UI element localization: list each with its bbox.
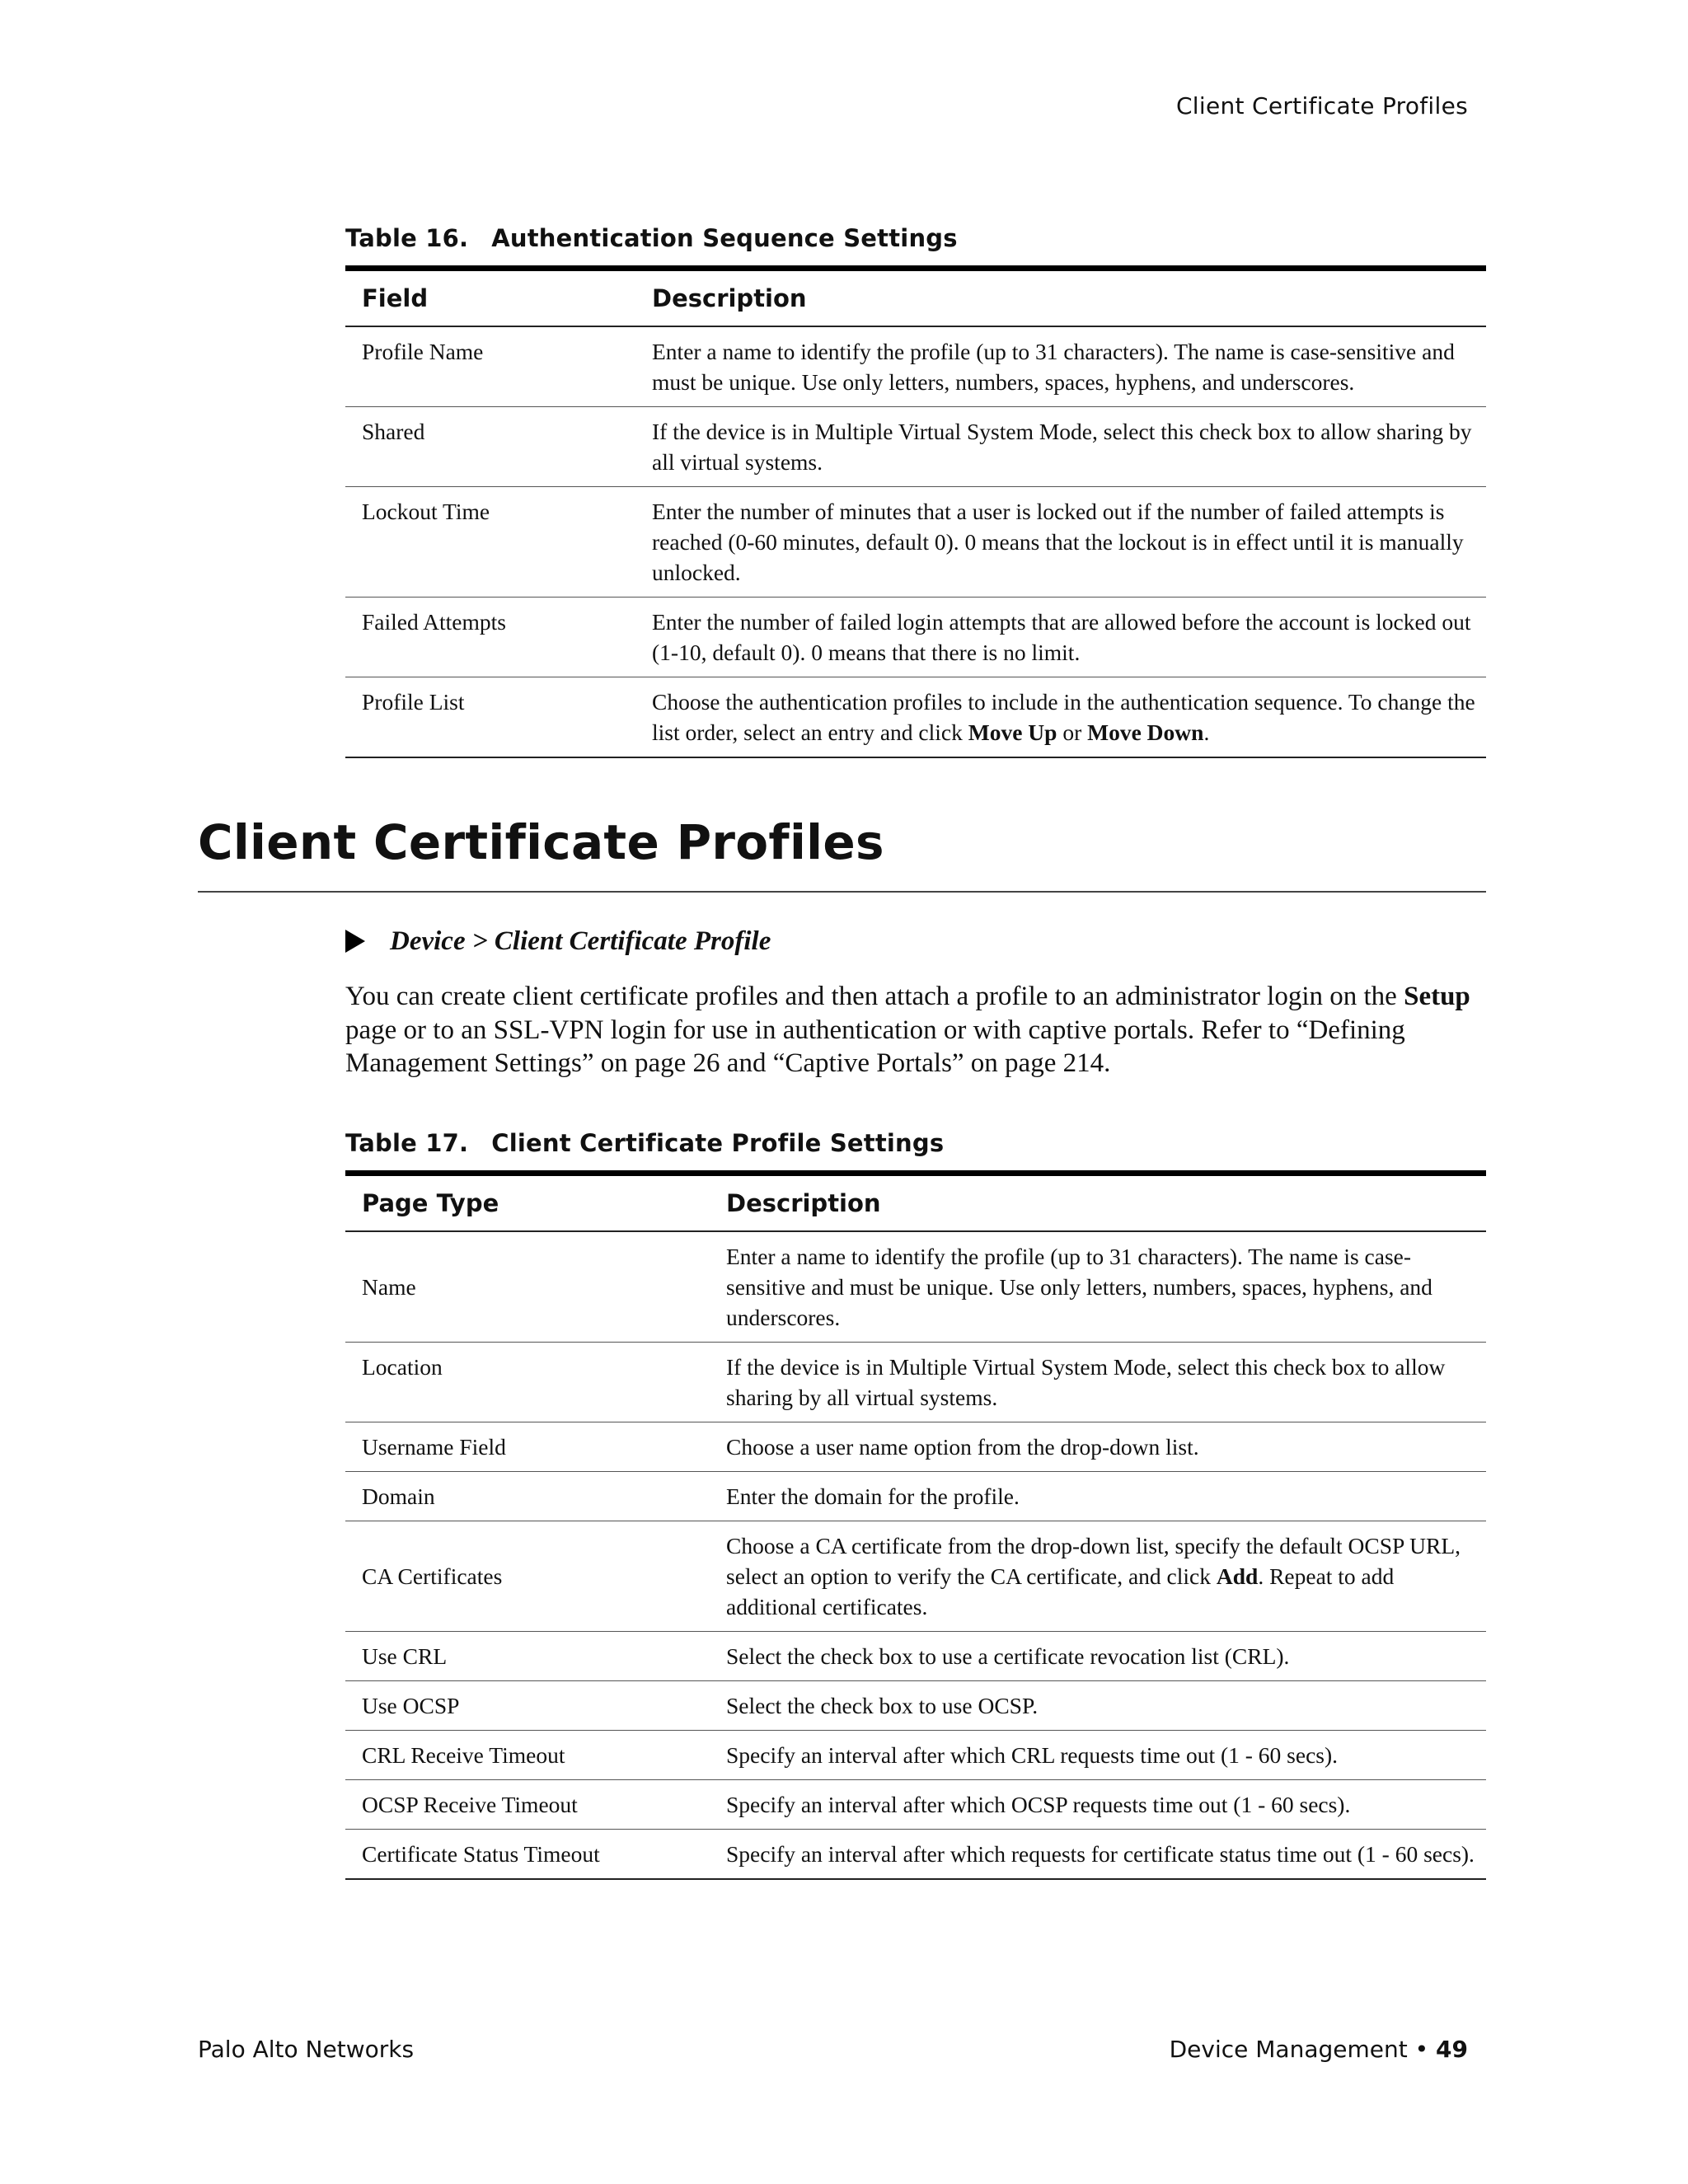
text-run: Enter the domain for the profile. bbox=[726, 1483, 1020, 1509]
field-name-cell: Use OCSP bbox=[345, 1681, 710, 1731]
text-run: Enter a name to identify the profile (up to 31 characters). The name is case-sensitive and must be unique. Use only letters, numbers, spaces, hyphens, and underscores. bbox=[726, 1244, 1432, 1330]
text-run: Enter the number of failed login attempts that are allowed before the account is locked out (1-10, default 0). 0 means that there is no limit. bbox=[652, 609, 1471, 665]
footer-page-number: 49 bbox=[1436, 2036, 1468, 2063]
description-cell bbox=[710, 1632, 1486, 1681]
description-cell bbox=[635, 598, 1486, 677]
field-name-cell: Profile List bbox=[345, 677, 635, 758]
bold-term: Add bbox=[1216, 1563, 1259, 1589]
bold-term: Move Up bbox=[968, 719, 1057, 745]
table-row bbox=[345, 326, 1486, 407]
field-name-cell: Failed Attempts bbox=[345, 598, 635, 677]
table-row bbox=[345, 1343, 1486, 1422]
field-name-cell: Profile Name bbox=[345, 326, 635, 407]
description-cell bbox=[635, 677, 1486, 758]
table16-caption bbox=[345, 224, 958, 252]
table-row bbox=[345, 1830, 1486, 1880]
text-run: Choose a CA certificate from the drop-down list, specify the default OCSP URL, select an option to verify the CA certificate, and click bbox=[726, 1533, 1461, 1589]
text-run: Choose the authentication profiles to include in the authentication sequence. To change the list order, select an entry and click bbox=[652, 689, 1475, 745]
triangle-bullet-icon bbox=[345, 930, 365, 953]
text-run: If the device is in Multiple Virtual System Mode, select this check box to allow sharing by all virtual systems. bbox=[726, 1354, 1446, 1410]
table16-number: Table 16. bbox=[345, 224, 469, 252]
field-name-cell: Use CRL bbox=[345, 1632, 710, 1681]
text-run: page or to an SSL-VPN login for use in authentication or with captive portals. Refer to “Defining Management Settings” on page 26 and “Captive Portals” on page 214. bbox=[345, 1015, 1405, 1078]
field-name-cell: OCSP Receive Timeout bbox=[345, 1780, 710, 1830]
table16-header-field: Field bbox=[345, 269, 635, 327]
text-run: Specify an interval after which CRL requests time out (1 - 60 secs). bbox=[726, 1742, 1339, 1768]
section-title: Client Certificate Profiles bbox=[198, 814, 884, 870]
section-divider bbox=[198, 891, 1486, 893]
text-run: Choose a user name option from the drop-down list. bbox=[726, 1434, 1199, 1460]
description-cell bbox=[710, 1731, 1486, 1780]
description-cell bbox=[710, 1422, 1486, 1472]
footer-page-info bbox=[1170, 2036, 1468, 2063]
table-row bbox=[345, 1681, 1486, 1731]
table-row bbox=[345, 487, 1486, 598]
table-row bbox=[345, 598, 1486, 677]
table-row bbox=[345, 677, 1486, 758]
table17-number: Table 17. bbox=[345, 1129, 469, 1157]
field-name-cell: Shared bbox=[345, 407, 635, 487]
footer-company: Palo Alto Networks bbox=[198, 2036, 415, 2063]
field-name-cell: Username Field bbox=[345, 1422, 710, 1472]
table17-header-description: Description bbox=[710, 1174, 1486, 1232]
table-row bbox=[345, 1231, 1486, 1343]
text-run: You can create client certificate profiles and then attach a profile to an administrator login on the bbox=[345, 982, 1404, 1011]
description-cell bbox=[635, 487, 1486, 598]
table17 bbox=[345, 1170, 1486, 1880]
description-cell bbox=[710, 1472, 1486, 1521]
table-row bbox=[345, 1780, 1486, 1830]
table-row bbox=[345, 1521, 1486, 1632]
footer-chapter: Device Management bbox=[1169, 2036, 1408, 2063]
text-run: Enter a name to identify the profile (up to 31 characters). The name is case-sensitive and must be unique. Use only letters, numbers, spaces, hyphens, and underscores. bbox=[652, 339, 1455, 395]
text-run: If the device is in Multiple Virtual System Mode, select this check box to allow sharing by all virtual systems. bbox=[652, 419, 1472, 475]
field-name-cell: Certificate Status Timeout bbox=[345, 1830, 710, 1880]
field-name-cell: CRL Receive Timeout bbox=[345, 1731, 710, 1780]
field-name-cell: Domain bbox=[345, 1472, 710, 1521]
text-run: Enter the number of minutes that a user is locked out if the number of failed attempts is reached (0-60 minutes, default 0). 0 means that the lockout is in effect until it is manually unlocked. bbox=[652, 499, 1464, 585]
table-row bbox=[345, 1422, 1486, 1472]
description-cell bbox=[710, 1780, 1486, 1830]
bold-term: Setup bbox=[1404, 982, 1470, 1011]
field-name-cell: Location bbox=[345, 1343, 710, 1422]
field-name-cell: Name bbox=[345, 1231, 710, 1343]
table17-body bbox=[345, 1231, 1486, 1879]
table16-body bbox=[345, 326, 1486, 757]
text-run: . bbox=[1203, 719, 1210, 745]
table-row bbox=[345, 1731, 1486, 1780]
table16 bbox=[345, 265, 1486, 758]
table17-header-page-type: Page Type bbox=[345, 1174, 710, 1232]
description-cell bbox=[710, 1231, 1486, 1343]
intro-paragraph bbox=[345, 980, 1491, 1080]
bold-term: Move Down bbox=[1087, 719, 1204, 745]
table-row bbox=[345, 407, 1486, 487]
text-run: Specify an interval after which requests for certificate status time out (1 - 60 secs). bbox=[726, 1841, 1475, 1867]
navigation-path-text: Device > Client Certificate Profile bbox=[390, 926, 771, 956]
text-run: Select the check box to use a certificate revocation list (CRL). bbox=[726, 1643, 1290, 1669]
table16-title: Authentication Sequence Settings bbox=[491, 224, 958, 252]
description-cell bbox=[635, 407, 1486, 487]
text-run: Select the check box to use OCSP. bbox=[726, 1693, 1039, 1718]
text-run: Specify an interval after which OCSP requests time out (1 - 60 secs). bbox=[726, 1792, 1351, 1817]
description-cell bbox=[710, 1830, 1486, 1880]
text-run: . Repeat to add additional certificates. bbox=[726, 1563, 1395, 1619]
table16-header-description: Description bbox=[635, 269, 1486, 327]
running-header: Client Certificate Profiles bbox=[1175, 92, 1468, 120]
table-row bbox=[345, 1632, 1486, 1681]
navigation-path bbox=[345, 926, 771, 957]
table17-caption bbox=[345, 1129, 944, 1157]
table17-title: Client Certificate Profile Settings bbox=[491, 1129, 945, 1157]
field-name-cell: CA Certificates bbox=[345, 1521, 710, 1632]
description-cell bbox=[710, 1681, 1486, 1731]
field-name-cell: Lockout Time bbox=[345, 487, 635, 598]
text-run: or bbox=[1057, 719, 1088, 745]
description-cell bbox=[635, 326, 1486, 407]
table-row bbox=[345, 1472, 1486, 1521]
description-cell bbox=[710, 1521, 1486, 1632]
footer-bullet: • bbox=[1414, 2036, 1429, 2063]
description-cell bbox=[710, 1343, 1486, 1422]
